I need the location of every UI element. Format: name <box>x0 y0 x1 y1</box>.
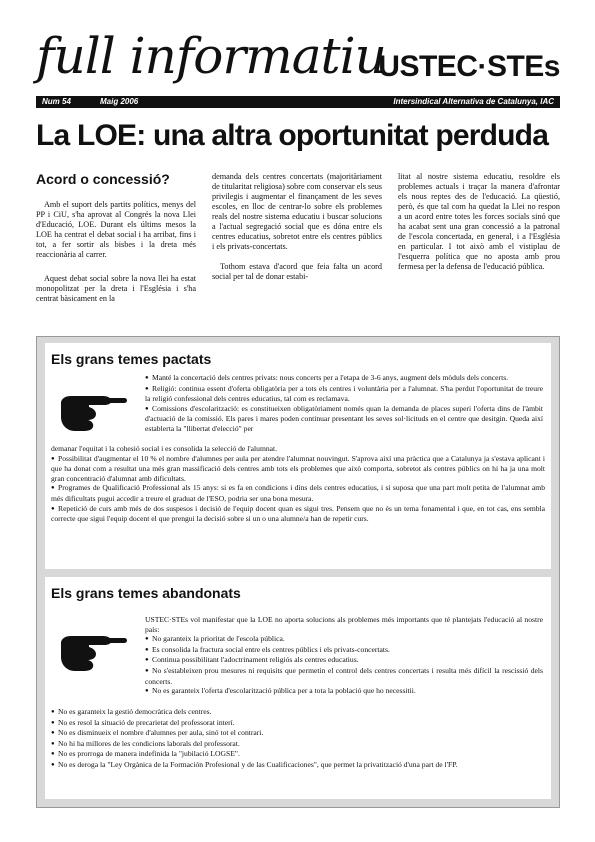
article-column-2 <box>212 172 382 292</box>
agreed-topics-panel <box>45 343 551 569</box>
topics-box <box>36 336 560 808</box>
list-item: ● Es consolida la fractura social entre els centres públics i els privats-concertats. <box>145 644 390 654</box>
paragraph: Amb el suport dels partits polítics, menys del PP i CiU, s'ha aprovat al Congrés la nova Llei d'Educació, LOE. Durant els últims mesos la LOE ha centrat el debat social i ha arribat, fins i tot, a fer sortir als bisbes i la dreta més reaccionària al carrer. <box>36 200 196 259</box>
list-item: ● No es garanteix la gestió democràtica dels centres. <box>51 707 212 716</box>
section-title: Els grans temes pactats <box>51 351 212 367</box>
list-item: ● No es garanteix l'oferta d'escolarització pública per a tota la població que ho necessitii. <box>145 686 416 696</box>
list-item: ● Programes de Qualificació Professional als 15 anys: si es fa en condicions i dins dels centres educatius, i si suposa que una part molt petita de l'alumnat amb més dificultats pugui accedir a treure el graduat de l'ESO, podria ser una bona mesura. <box>51 483 545 503</box>
list-item: ● Comissions d'escolarització: es constitueixen obligatòriament només quan la demanda de places superi l'oferta dins de l'àmbit d'actuació de la comissió. Els pares i mares poden continuar presentant les seves sol·licituds en el centre que desitgin. Queda així establerta la "llibertat d'elecció" per <box>145 403 543 433</box>
list-item: ● Religió: continua essent d'oferta obligatòria per a tots els centres i voluntària per a l'alumnat. S'ha perdut l'oportunitat de treure la religió confessional dels centres educatius, tal com es reclamava. <box>145 383 543 404</box>
list-item: ● No es disminueix el nombre d'alumnes per aula, sinó tot el contrari. <box>51 728 264 738</box>
agreed-topics-list <box>145 373 543 434</box>
list-item: ● No es prorroga de manera indefinida la "jubilació LOGSE". <box>51 749 240 759</box>
article-column-3 <box>398 172 560 282</box>
list-item: ● Repetició de curs amb més de dos suspesos i decisió de l'equip docent quan es sigui tres. Pensem que no és un tema fonamental i que, en tot cas, ens sembla correcte que sigui l'equip docent el que prengui la decisió sobre si un o una alumne/a han de repetir curs. <box>51 503 545 524</box>
list-intro: USTEC·STEs vol manifestar que la LOE no aporta solucions als problemes més importants que té plantejats l'educació al nostre país: <box>145 615 543 634</box>
organization-name: Intersindical Alternativa de Catalunya, IAC <box>393 97 554 106</box>
list-item: ● No es resol la situació de precarietat del professorat interí. <box>51 717 235 727</box>
section-title: Els grans temes abandonats <box>51 585 241 601</box>
pointing-hand-icon <box>59 385 129 435</box>
list-item-continuation: demanar l'equitat i la cohesió social i es consolida la selecció de l'alumnat. <box>51 444 278 453</box>
paragraph: Aquest debat social sobre la nova llei ha estat monopolitzat per la dreta i l'Església i s'ha centrat bàsicament en la <box>36 274 196 303</box>
list-item: ● Possibilitat d'augmentar el 10 % el nombre d'alumnes per aula per atendre l'alumnat nouvingut. S'aprova així una pràctica que a Catalunya ja s'estava aplicant i que ha donat com a resultat una més gran massificació dels centres amb tots els problemes que això comporta, sobretot als centres públics on hi ha ja una molt gran concentració d'alumnat amb dificultats. <box>51 453 545 483</box>
article-column-1 <box>36 200 196 314</box>
masthead-band <box>36 96 560 108</box>
agreed-topics-list-continued <box>51 444 545 524</box>
list-item: ● Continua possibilitant l'adoctrinament religiós als centres educatius. <box>145 655 359 665</box>
subheading: Acord o concessió? <box>36 171 170 187</box>
abandoned-topics-panel <box>45 577 551 799</box>
newsletter-title: full informatiu <box>36 27 386 85</box>
issue-date: Maig 2006 <box>100 97 139 106</box>
paragraph: litat al nostre sistema educatiu, resoldre els problemes actuals i traçar la manera d'afrontar els nous reptes des de l'educació. La qüestió, però, és que tal com ha quedat la Llei no respon a un acord entre totes les forces socials sinó que ha acabat sent una gran concessió a la patronal de l'escola concertada, en general, i a l'Església en particular. I tot això amb el vistiplau de l'esquerra política que no aposta amb prou fermesa per la defensa de l'educació pública. <box>398 172 560 271</box>
paragraph: demanda dels centres concertats (majoritàriament de titularitat religiosa) sobre com conservar els seus privilegis i augmentar el finançament de les seves escoles, en lloc de centrar-lo sobre els problemes reals del nostre sistema educatiu i buscar solucions a l'actual segregació social que es dóna entre els centres educatius, sobretot entre els centres públics i els privats-concertats. <box>212 172 382 251</box>
paragraph: Tothom estava d'acord que feia falta un acord social per tal de donar estabi- <box>212 262 382 281</box>
list-item: ● No s'estableixen prou mesures ni requisits que permetin el control dels centres concertats i resulta més difícil la rescissió dels concerts. <box>145 665 543 686</box>
list-item: ● No garanteix la prioritat de l'escola pública. <box>145 634 285 644</box>
masthead <box>36 26 560 96</box>
pointing-hand-icon <box>59 625 129 675</box>
list-item: ● No hi ha millores de les condicions laborals del professorat. <box>51 738 240 748</box>
headline: La LOE: una altra oportunitat perduda <box>36 119 549 152</box>
list-item: ● No es deroga la "Ley Orgànica de la Formación Profesional y de las Cualificaciones", que permet la privatització d'una part de l'FP. <box>51 759 458 769</box>
union-logo: USTEC·STEs <box>378 50 560 83</box>
abandoned-topics-list <box>145 615 543 697</box>
issue-number: Num 54 <box>42 97 71 106</box>
abandoned-topics-list-continued <box>51 707 545 771</box>
list-item: ● Manté la concertació dels centres privats: nous concerts per a l'etapa de 3-6 anys, augment dels mòduls dels concerts. <box>145 373 509 382</box>
